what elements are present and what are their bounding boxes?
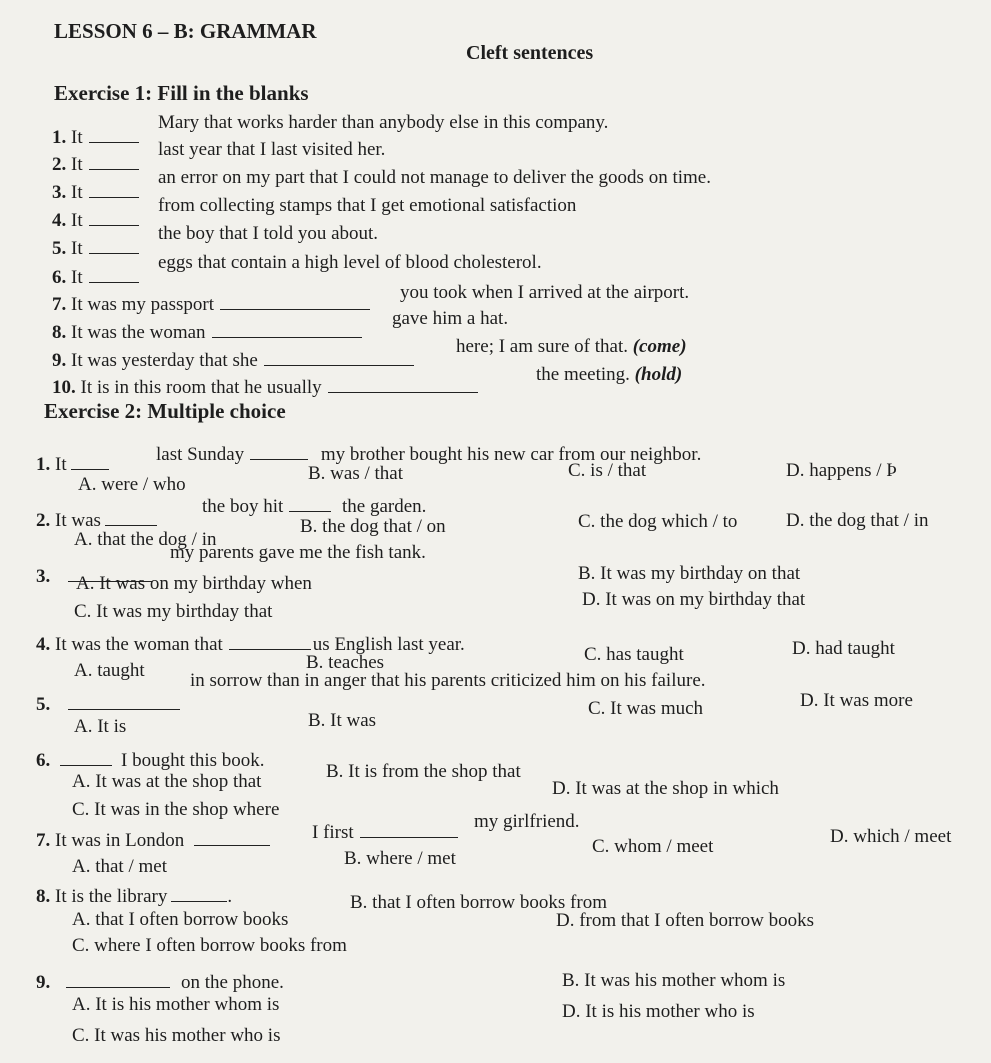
stem-part: my brother bought his new car from our neighbor. <box>320 444 702 465</box>
q2-option-d[interactable]: D. the dog that / in <box>786 510 929 531</box>
question-number: 5. <box>36 694 51 715</box>
q9-option-a[interactable]: A. It is his mother whom is <box>72 994 280 1015</box>
item-start: It <box>71 238 83 259</box>
item-start: It was yesterday that she <box>71 350 258 371</box>
stem-part: It was in London <box>55 830 185 851</box>
q8-option-d[interactable]: D. from that I often borrow books <box>556 910 815 931</box>
item-number: 9. <box>52 350 67 371</box>
ex1-item-1 <box>52 125 139 149</box>
stem-part: the boy hit <box>202 496 284 517</box>
stem-part: us English last year. <box>312 634 465 655</box>
stem-part: I first <box>312 822 354 843</box>
ex1-item-6 <box>52 265 139 289</box>
answer-blank[interactable] <box>89 208 139 226</box>
item-start: It <box>71 182 83 203</box>
q5-stem <box>36 692 180 716</box>
q8-stem <box>36 884 232 908</box>
answer-blank[interactable] <box>194 828 270 846</box>
ex1-item-9 <box>52 348 414 372</box>
ex1-item-3 <box>52 180 139 204</box>
item-number: 10. <box>52 377 76 398</box>
ex1-item-4-rest: from collecting stamps that I get emotional satisfaction <box>158 195 577 216</box>
q6-stem <box>36 748 265 772</box>
stem-part: I bought this book. <box>121 750 265 771</box>
q9-option-d[interactable]: D. It is his mother who is <box>562 1001 755 1022</box>
q5-stem-rest: in sorrow than in anger that his parents criticized him on his failure. <box>190 670 706 691</box>
stem-part: on the phone. <box>181 972 284 993</box>
answer-blank[interactable] <box>60 748 112 766</box>
question-number: 4. <box>36 634 51 655</box>
ex1-item-9-rest <box>456 336 687 358</box>
ex1-item-6-rest: eggs that contain a high level of blood cholesterol. <box>158 252 542 273</box>
q3-stem-rest: my parents gave me the fish tank. <box>170 542 426 563</box>
q7-option-c[interactable]: C. whom / meet <box>592 836 714 857</box>
ex1-item-8 <box>52 320 362 344</box>
item-number: 7. <box>52 294 67 315</box>
q4-option-c[interactable]: C. has taught <box>584 644 684 665</box>
item-start: It <box>71 210 83 231</box>
item-start: It was the woman <box>71 322 206 343</box>
q3-option-c[interactable]: C. It was my birthday that <box>74 601 273 622</box>
ex1-item-3-rest: an error on my part that I could not manage to deliver the goods on time. <box>158 167 711 188</box>
q6-option-c[interactable]: C. It was in the shop where <box>72 799 280 820</box>
answer-blank[interactable] <box>328 375 478 393</box>
answer-blank[interactable] <box>212 320 362 338</box>
q7-stem <box>36 828 270 852</box>
question-number: 8. <box>36 886 51 907</box>
q5-option-d[interactable]: D. It was more <box>800 690 913 711</box>
q3-option-d[interactable]: D. It was on my birthday that <box>582 589 806 610</box>
q4-option-d[interactable]: D. had taught <box>792 638 895 659</box>
answer-blank[interactable] <box>229 632 311 650</box>
q7-stem-rest: my girlfriend. <box>474 811 580 832</box>
q7-stem-mid <box>312 820 458 844</box>
answer-blank[interactable] <box>89 265 139 283</box>
lesson-title: LESSON 6 – B: GRAMMAR <box>54 19 317 43</box>
stem-part: the garden. <box>342 496 427 517</box>
item-start: It was my passport <box>71 294 215 315</box>
item-number: 8. <box>52 322 67 343</box>
stem-part: last Sunday <box>156 444 245 465</box>
q2-option-b[interactable]: B. the dog that / on <box>300 516 446 537</box>
ex1-item-10 <box>52 375 478 399</box>
item-number: 4. <box>52 210 67 231</box>
q9-option-c[interactable]: C. It was his mother who is <box>72 1025 281 1046</box>
answer-blank[interactable] <box>68 692 180 710</box>
ex1-item-5 <box>52 236 139 260</box>
q7-option-d[interactable]: D. which / meet <box>830 826 952 847</box>
item-number: 3. <box>52 182 67 203</box>
item-number: 2. <box>52 154 67 175</box>
answer-blank[interactable] <box>289 494 331 512</box>
item-start: It is in this room that he usually <box>80 377 322 398</box>
ex1-item-4 <box>52 208 139 232</box>
ex1-item-8-rest: gave him a hat. <box>392 308 509 329</box>
q8-option-c[interactable]: C. where I often borrow books from <box>72 935 347 956</box>
ex1-item-7-rest: you took when I arrived at the airport. <box>400 282 690 303</box>
stem-part: It was the woman that <box>55 634 223 655</box>
q5-option-c[interactable]: C. It was much <box>588 698 704 719</box>
item-number: 5. <box>52 238 67 259</box>
q2-option-a[interactable]: A. that the dog / in <box>74 529 217 550</box>
verb-hint: (hold) <box>634 364 683 385</box>
question-number: 9. <box>36 972 51 993</box>
item-rest: here; I am sure of that. <box>456 336 628 357</box>
question-number: 2. <box>36 510 51 531</box>
q1-option-a[interactable]: A. were / who <box>78 474 186 495</box>
q2-option-c[interactable]: C. the dog which / to <box>578 511 738 532</box>
question-number: 3. <box>36 566 51 587</box>
lesson-subtitle: Cleft sentences <box>466 42 594 64</box>
answer-blank[interactable] <box>220 292 370 310</box>
item-start: It <box>71 267 83 288</box>
answer-blank[interactable] <box>71 452 109 470</box>
answer-blank[interactable] <box>250 442 308 460</box>
ex1-item-7 <box>52 292 370 316</box>
q4-option-b[interactable]: B. teaches <box>306 652 385 673</box>
ex1-item-1-rest: Mary that works harder than anybody else in this company. <box>158 112 609 133</box>
answer-blank[interactable] <box>89 236 139 254</box>
q5-option-a[interactable]: A. It is <box>74 716 127 737</box>
q7-option-b[interactable]: B. where / met <box>344 848 456 869</box>
q9-stem <box>36 970 284 994</box>
answer-blank[interactable] <box>264 348 414 366</box>
ex1-item-2-rest: last year that I last visited her. <box>158 139 386 160</box>
question-number: 1. <box>36 454 51 475</box>
q3-option-a[interactable]: A. It was on my birthday when <box>76 573 312 594</box>
answer-blank[interactable] <box>89 152 139 170</box>
question-number: 6. <box>36 750 51 771</box>
q7-option-a[interactable]: A. that / met <box>72 856 167 877</box>
q1-stem <box>36 452 109 476</box>
stem-part: It is the library <box>55 886 168 907</box>
answer-blank[interactable] <box>89 125 139 143</box>
q4-stem <box>36 632 465 656</box>
q8-option-a[interactable]: A. that I often borrow books <box>72 909 289 930</box>
exercise1-title: Exercise 1: Fill in the blanks <box>54 81 309 105</box>
q3-option-b[interactable]: B. It was my birthday on that <box>578 563 801 584</box>
ex1-item-5-rest: the boy that I told you about. <box>158 223 379 244</box>
answer-blank[interactable] <box>105 508 157 526</box>
q8-option-b[interactable]: B. that I often borrow books from <box>350 892 607 913</box>
q2-stem-mid <box>202 494 426 518</box>
q6-option-d[interactable]: D. It was at the shop in which <box>552 778 779 799</box>
q1-option-d[interactable]: D. happens / Þ <box>786 460 897 481</box>
q4-option-a[interactable]: A. taught <box>74 660 145 681</box>
q5-option-b[interactable]: B. It was <box>308 710 377 731</box>
q6-option-b[interactable]: B. It is from the shop that <box>326 761 521 782</box>
q6-option-a[interactable]: A. It was at the shop that <box>72 771 262 792</box>
item-number: 6. <box>52 267 67 288</box>
answer-blank[interactable] <box>360 820 458 838</box>
q9-option-b[interactable]: B. It was his mother whom is <box>562 970 786 991</box>
ex1-item-2 <box>52 152 139 176</box>
answer-blank[interactable] <box>66 970 170 988</box>
answer-blank[interactable] <box>89 180 139 198</box>
question-number: 7. <box>36 830 51 851</box>
item-rest: the meeting. <box>536 364 630 385</box>
stem-part: . <box>227 886 233 907</box>
exercise2-title: Exercise 2: Multiple choice <box>44 399 286 423</box>
item-start: It <box>71 154 83 175</box>
stem-part: It was <box>55 510 101 531</box>
item-number: 1. <box>52 127 67 148</box>
stem-part: It <box>55 454 67 475</box>
answer-blank[interactable] <box>171 884 227 902</box>
ex1-item-10-rest <box>536 364 682 386</box>
q1-option-c[interactable]: C. is / that <box>568 460 647 481</box>
q1-option-b[interactable]: B. was / that <box>308 463 403 484</box>
item-start: It <box>71 127 83 148</box>
verb-hint: (come) <box>632 336 687 357</box>
